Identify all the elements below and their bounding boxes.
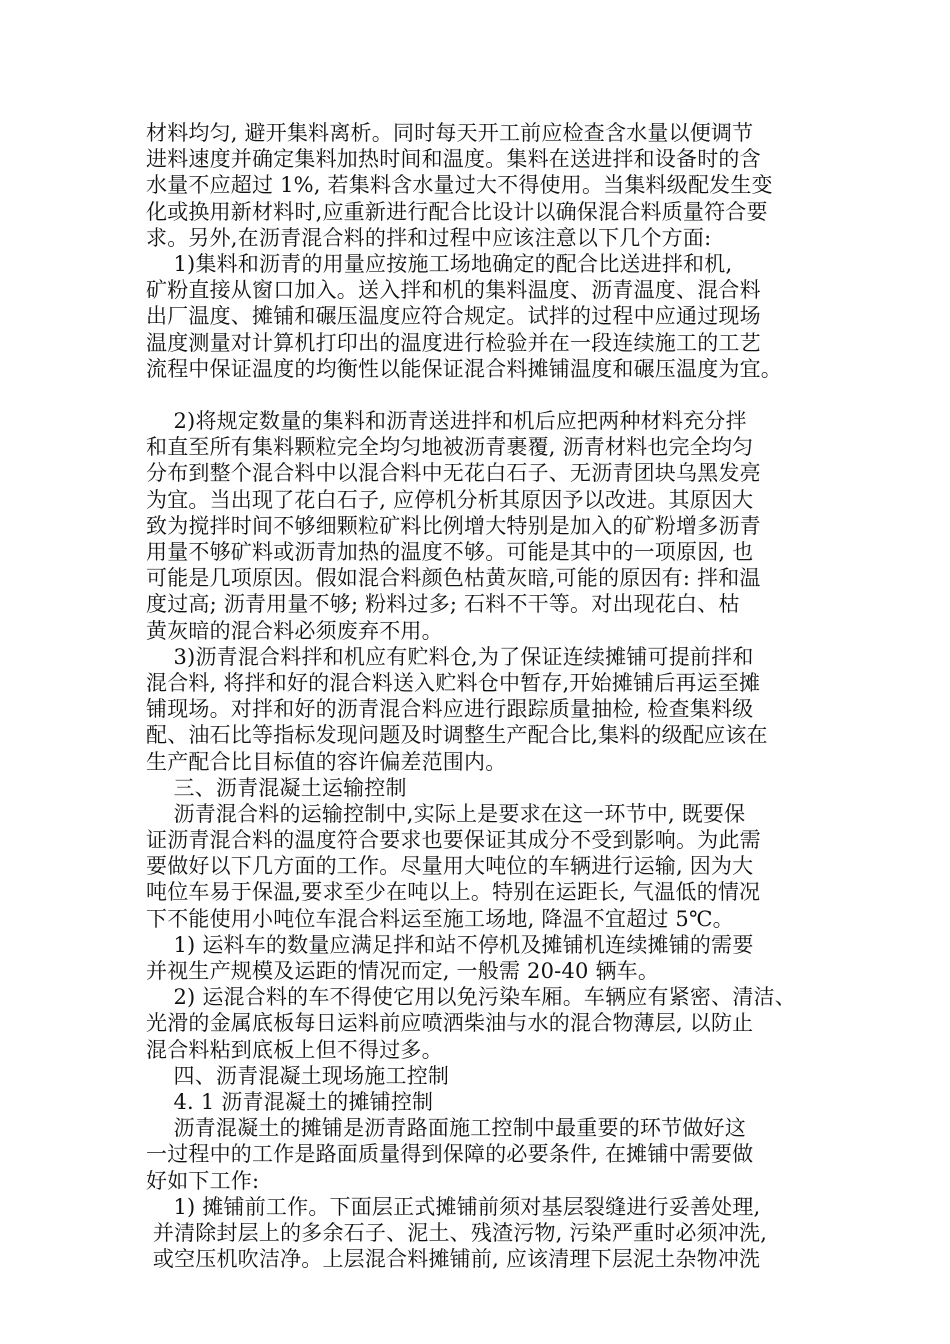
text-line: 进料速度并确定集料加热时间和温度。集料在送进拌和设备时的含 [146,147,761,172]
text-line: 三、沥青混凝土运输控制 [146,775,407,800]
blank-line [146,382,826,408]
text-line: 好如下工作: [146,1168,260,1193]
text-line: 和直至所有集料颗粒完全均匀地被沥青裹覆, 沥青材料也完全均匀 [146,435,754,460]
text-line: 3)沥青混合料拌和机应有贮料仓,为了保证连续摊铺可提前拌和 [146,644,754,669]
text-line: 出厂温度、摊铺和碾压温度应符合规定。试拌的过程中应通过现场 [146,304,761,329]
text-line: 材料均匀, 避开集料离析。同时每天开工前应检查含水量以便调节 [146,121,754,145]
text-line: 水量不应超过 1%, 若集料含水量过大不得使用。当集料级配发生变 [146,173,773,198]
text-line: 配、油石比等指标发现问题及时调整生产配合比,集料的级配应该在 [146,723,768,748]
text-line: 用量不够矿料或沥青加热的温度不够。可能是其中的一项原因, 也 [146,540,754,564]
body-text [146,120,826,1272]
text-line: 证沥青混合料的温度符合要求也要保证其成分不受到影响。为此需 [146,828,761,853]
text-line: 沥青混凝土的摊铺是沥青路面施工控制中最重要的环节做好这 [146,1116,746,1141]
text-line: 矿粉直接从窗口加入。送入拌和机的集料温度、沥青温度、混合料 [146,278,761,303]
text-line: 四、沥青混凝土现场施工控制 [146,1063,450,1088]
text-line: 为宜。当出现了花白石子, 应停机分析其原因予以改进。其原因大 [146,487,754,512]
text-line: 或空压机吹洁净。上层混合料摊铺前, 应该清理下层泥土杂物冲洗 [146,1247,761,1272]
text-line: 温度测量对计算机打印出的温度进行检验并在一段连续施工的工艺 [146,330,761,355]
text-line: 流程中保证温度的均衡性以能保证混合料摊铺温度和碾压温度为宜。 [146,356,782,381]
text-line: 铺现场。对拌和好的沥青混合料应进行跟踪质量抽检, 检查集料级 [146,697,754,722]
text-line: 沥青混合料的运输控制中,实际上是要求在这一环节中, 既要保 [146,801,746,826]
text-line: 1) 摊铺前工作。下面层正式摊铺前须对基层裂缝进行妥善处理, [146,1194,761,1219]
text-line: 生产配合比目标值的容许偏差范围内。 [146,749,507,774]
text-line: 4. 1 沥青混凝土的摊铺控制 [146,1089,434,1114]
text-line: 1)集料和沥青的用量应按施工场地确定的配合比送进拌和机, [146,251,733,276]
text-line: 1) 运料车的数量应满足拌和站不停机及摊铺机连续摊铺的需要 [146,932,754,957]
text-line: 光滑的金属底板每日运料前应喷洒柴油与水的混合物薄层, 以防止 [146,1011,754,1036]
text-line: 分布到整个混合料中以混合料中无花白石子、无沥青团块乌黑发亮 [146,461,761,486]
text-line: 混合料粘到底板上但不得过多。 [146,1037,443,1062]
text-line: 黄灰暗的混合料必须废弃不用。 [146,618,443,643]
text-line: 并清除封层上的多余石子、泥土、残渣污物, 污染严重时必须冲洗, [146,1220,768,1245]
text-line: 2)将规定数量的集料和沥青送进拌和机后应把两种材料充分拌 [146,409,747,434]
text-line: 度过高; 沥青用量不够; 粉料过多; 石料不干等。对出现花白、枯 [146,592,740,617]
text-line: 吨位车易于保温,要求至少在吨以上。特别在运距长, 气温低的情况 [146,880,761,905]
text-line: 致为搅拌时间不够细颗粒矿料比例增大特别是加入的矿粉增多沥青 [146,513,761,538]
text-line: 一过程中的工作是路面质量得到保障的必要条件, 在摊铺中需要做 [146,1142,754,1167]
text-line: 可能是几项原因。假如混合料颜色枯黄灰暗,可能的原因有: 拌和温 [146,566,761,591]
text-line: 2) 运混合料的车不得使它用以免污染车厢。车辆应有紧密、清洁、 [146,985,796,1010]
text-line: 混合料, 将拌和好的混合料送入贮料仓中暂存,开始摊铺后再运至摊 [146,670,761,695]
text-line: 化或换用新材料时,应重新进行配合比设计以确保混合料质量符合要 [146,199,768,224]
text-line: 下不能使用小吨位车混合料运至施工场地, 降温不宜超过 5℃。 [146,906,734,931]
text-line: 要做好以下几方面的工作。尽量用大吨位的车辆进行运输, 因为大 [146,854,754,879]
text-line: 求。另外,在沥青混合料的拌和过程中应该注意以下几个方面: [146,225,712,250]
text-line: 并视生产规模及运距的情况而定, 一般需 20-40 辆车。 [146,959,660,983]
